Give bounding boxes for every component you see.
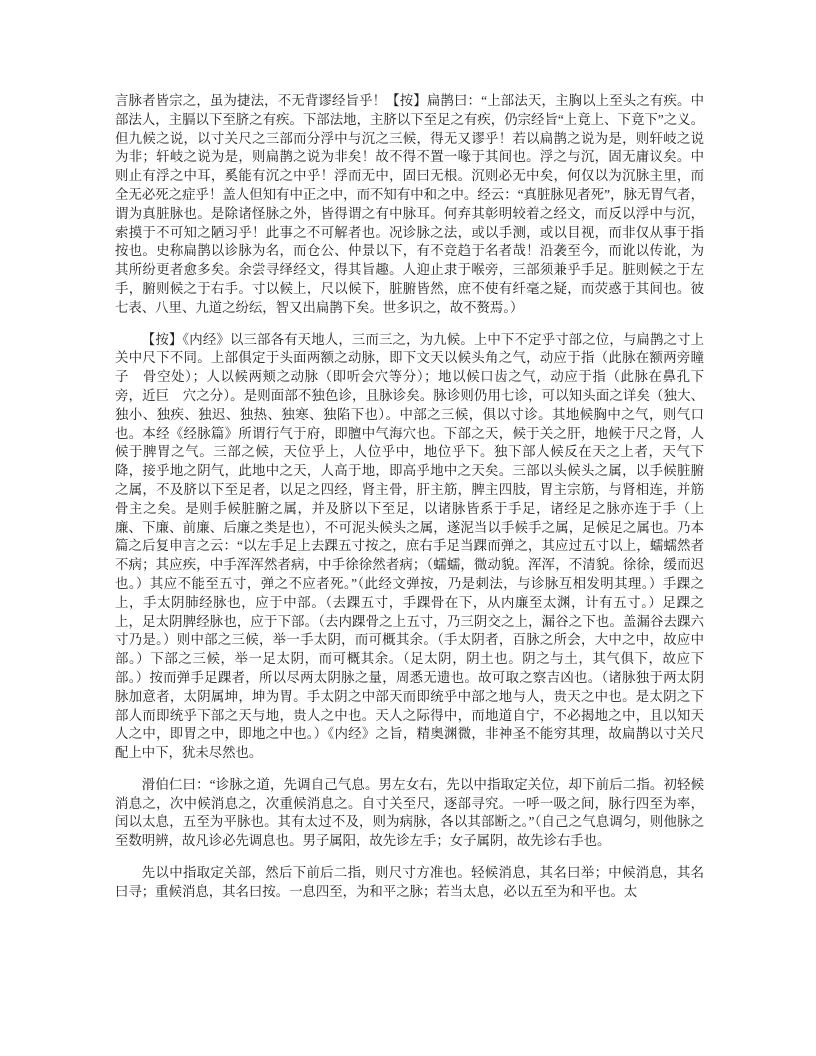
text-block (115, 92, 704, 915)
paragraph-2: 【按】《内经》以三部各有天地人，三而三之，为九候。上中下不定乎寸部之位，与扁鹊之寸上关中尺下不同。上部俱定于头面两额之动脉，即下文天以候头角之气，动应于指（此脉在额两旁瞳子 骨空处）；人以候两颊之动脉（即听会穴等分）；地以候口齿之气，动应于指（此脉在鼻孔下旁，近巨 穴之分）。是则面部不独色诊，且脉诊矣。脉诊则仍用七诊，可以知头面之详矣（独大、独小、独疾、独迟、独热、独寒、独陷下也）。中部之三候，俱以寸诊。其地候胸中之气，则气口也。本经《经脉篇》所谓行气于府，即膻中气海穴也。下部之天，候于关之肝，地候于尺之肾，人候于脾胃之气。三部之候，天位乎上，人位乎中，地位乎下。独下部人候反在天之上者，天气下降，接乎地之阴气，此地中之天，人高于地，即高乎地中之天矣。三部以头候头之属，以手候脏腑之属，不及脐以下至足者，以足之四经，肾主骨，肝主筋，脾主四肢，胃主宗筋，与肾相连，并筋骨主之矣。是则手候脏腑之属，并及脐以下至足，以诸脉皆系于手足，诸经足之脉亦连于手（上廉、下廉、前廉、后廉之类是也），不可泥头候头之属，遂泥当以手候手之属，足候足之属也。乃本篇之后复申言之云：“以左手足上去踝五寸按之，庶右手足当踝而弹之，其应过五寸以上，蠕蠕然者不病；其应疾，中手浑浑然者病，中手徐徐然者病；（蠕蠕，微动貌。浑浑，不清貌。徐徐，缓而迟也。）其应不能至五寸，弹之不应者死。”（此经文弹按，乃是刺法，与诊脉互相发明其理。）手踝之上，手太阴肺经脉也，应于中部。（去踝五寸，手踝骨在下，从内廉至太渊，计有五寸。）足踝之上，足太阴脾经脉也，应于下部。（去内踝骨之上五寸，乃三阴交之上，漏谷之下也。盖漏谷去踝六寸乃是。）则中部之三候，举一手太阴，而可概其余。（手太阴者，百脉之所会，大中之中，故应中部。）下部之三候，举一足太阴，而可概其余。（足太阴，阴土也。阴之与土，其气俱下，故应下部。）按而弹手足踝者，所以尽两太阴脉之量，周悉无遗也。故可取之察吉凶也。（诸脉独于两太阴脉加意者，太阴属坤，坤为胃。手太阴之中部天而即统乎中部之地与人，贵天之中也。是太阴之下部人而即统乎下部之天与地，贵人之中也。天人之际得中，而地道自宁，不必揭地之中，且以知天人之中，即胃之中，即地之中也。）《内经》之旨，精奥渊微，非神圣不能穷其理，故扁鹊以寸关尺配上中下，犹未尽然也。 (115, 331, 704, 761)
paragraph-1: 言脉者皆宗之，虽为捷法，不无背谬经旨乎！【按】扁鹊曰：“上部法天，主胸以上至头之有疾。中部法人，主膈以下至脐之有疾。下部法地，主脐以下至足之有疾，仍宗经旨“上竟上、下竟下”之义。但九候之说，以寸关尺之三部而分浮中与沉之三候，得无又谬乎！若以扁鹊之说为是，则轩岐之说为非；轩岐之说为是，则扁鹊之说为非矣！故不得不置一喙于其间也。浮之与沉，固无庸议矣。中则止有浮之中耳，奚能有沉之中乎！浮而无中，固曰无根。沉则必无中矣，何仅以为沉脉主里，而全无必死之症乎！盖人但知有中正之中，而不知有中和之中。经云：“真脏脉见者死”，脉无胃气者，谓为真脏脉也。是除诸怪脉之外，皆得谓之有中脉耳。何弃其彰明较着之经文，而反以浮中与沉，索摸于不可知之陋习乎！此事之不可解者也。况诊脉之法，或以手测，或以目视，而非仅从事于指按也。史称扁鹊以诊脉为名，而仓公、仲景以下，有不竞趋于名者哉！沿袭至今，而讹以传讹，为其所纷更者愈多矣。余尝寻绎经文，得其旨趣。人迎止隶于喉旁，三部须兼乎手足。脏则候之于左手，腑则候之于右手。寸以候上，尺以候下，脏腑皆然，庶不使有纤毫之疑，而荧惑于其间也。彼七表、八里、九道之纷纭，智又出扁鹊下矣。世多识之，故不赘焉。） (115, 93, 704, 315)
paragraph-3: 滑伯仁曰：“诊脉之道，先调自己气息。男左女右，先以中指取定关位，却下前后二指。初轻候消息之，次中候消息之，次重候消息之。自寸关至尺，逐部寻究。一呼一吸之间，脉行四至为率，闰以太息，五至为平脉也。其有太过不及，则为病脉，各以其部断之。”（自己之气息调匀，则他脉之至数明辨，故凡诊必先调息也。男子属阳，故先诊左手；女子属阴，故先诊右手也。 (115, 776, 704, 849)
paragraph-4: 先以中指取定关部，然后下前后二指，则尺寸方准也。轻候消息，其名曰举；中候消息，其名曰寻；重候消息，其名曰按。一息四至，为和平之脉；若当太息，必以五至为和平也。太 (115, 865, 704, 899)
